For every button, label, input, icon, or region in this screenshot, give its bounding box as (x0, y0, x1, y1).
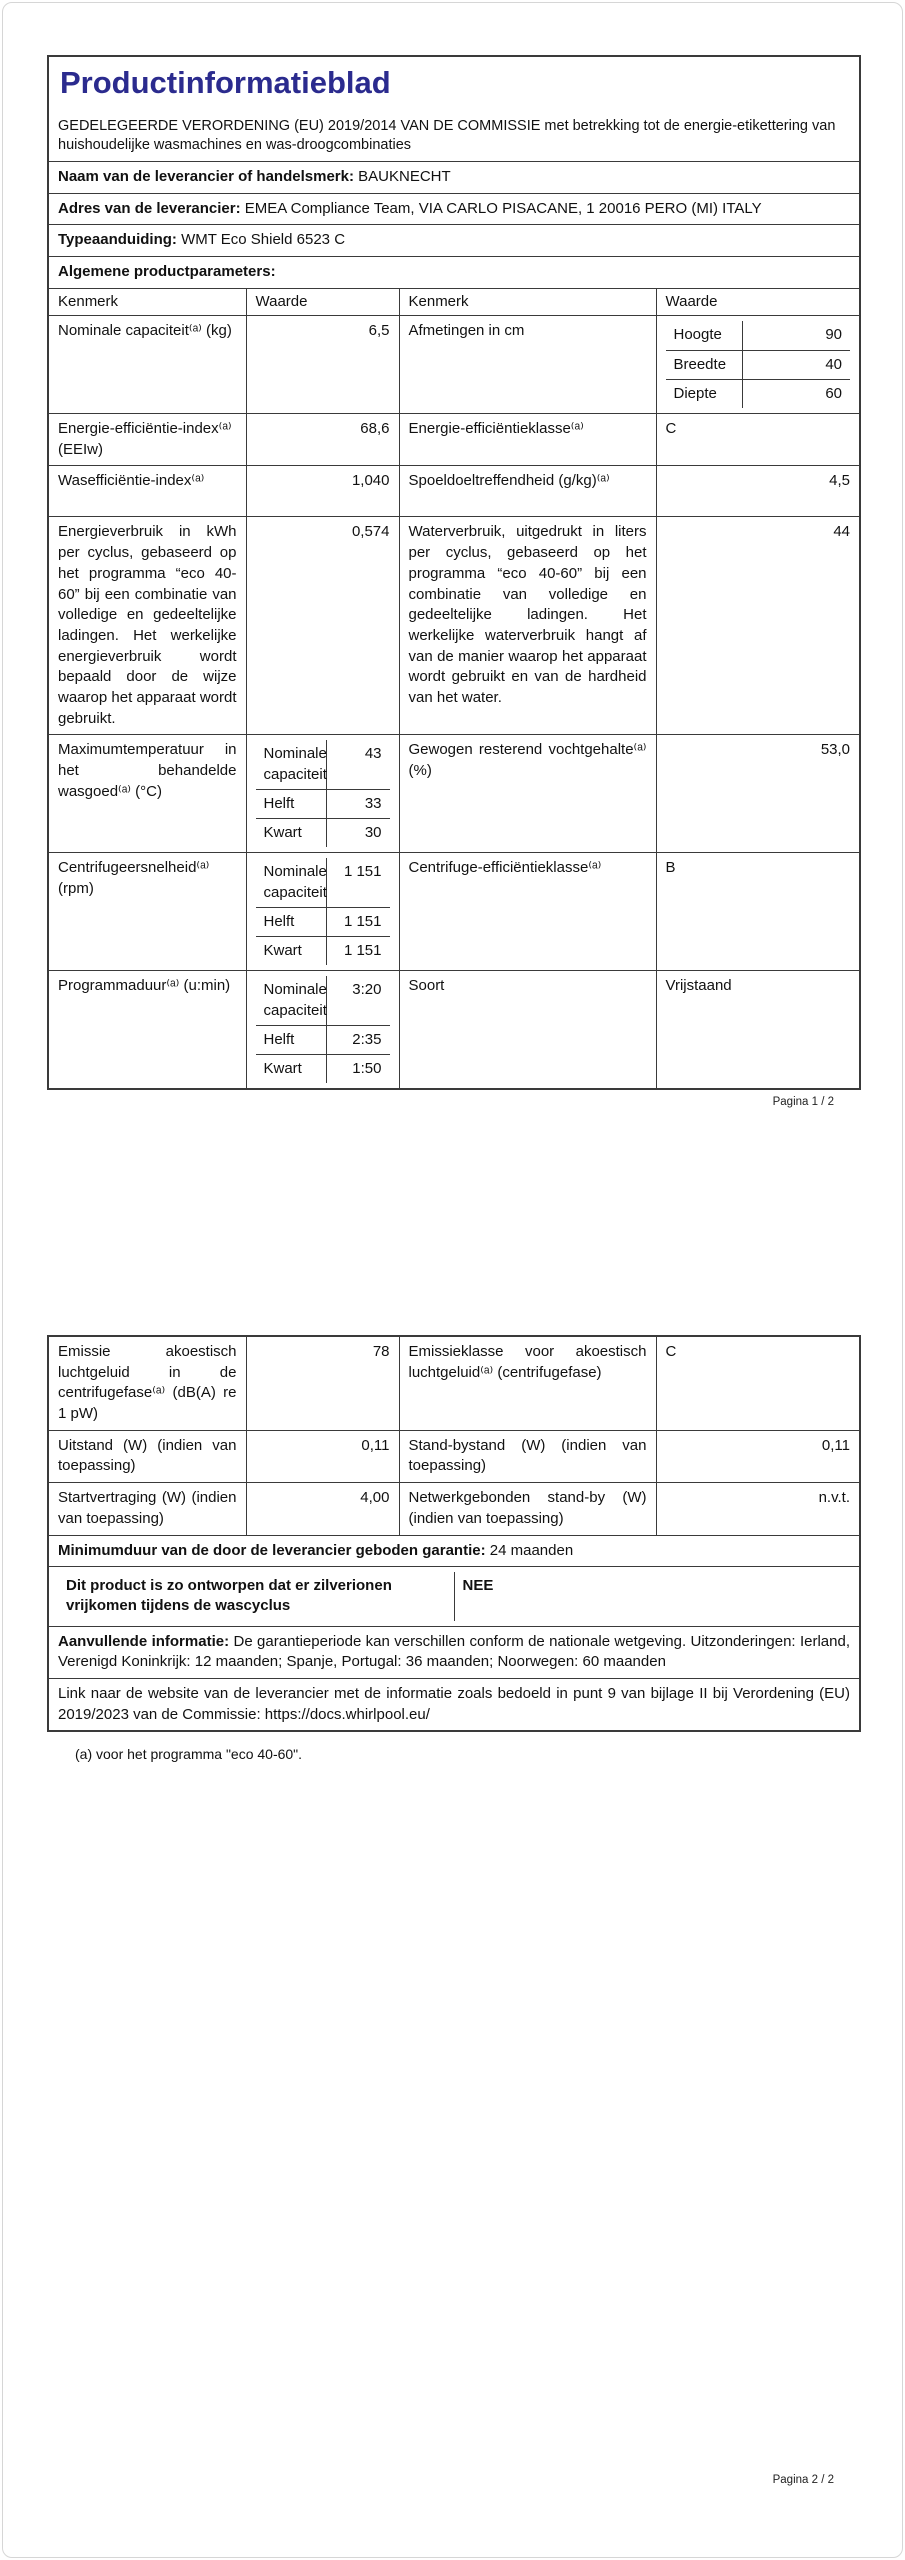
footnote: (a) voor het programma "eco 40-60". (75, 1746, 303, 1763)
page-number-1: Pagina 1 / 2 (772, 1096, 834, 1109)
param-value: n.v.t. (656, 1483, 860, 1535)
model-label: Typeaanduiding: (58, 231, 177, 249)
sub-value: 2:35 (327, 1025, 390, 1054)
param-value: 4,5 (656, 466, 860, 517)
supplier-name-value: BAUKNECHT (358, 167, 451, 185)
param-label: Uitstand (W) (indien van toepassing) (48, 1430, 246, 1482)
param-label: Centrifuge-efficiëntieklasse⁽ᵃ⁾ (399, 853, 656, 971)
param-value: 68,6 (246, 414, 399, 466)
supplier-address-label: Adres van de leverancier: (58, 199, 241, 217)
sub-row-nominale (256, 740, 390, 789)
silver-ions-value: NEE (454, 1572, 850, 1621)
column-header-row (48, 288, 860, 316)
sub-value: 1 151 (327, 937, 390, 966)
table-row-programmaduur (48, 971, 860, 1090)
sub-value: 3:20 (327, 976, 390, 1025)
sub-value: 1 151 (327, 907, 390, 936)
param-label: Spoeldoeltreffendheid (g/kg)⁽ᵃ⁾ (399, 466, 656, 517)
sub-row-nominale (256, 976, 390, 1025)
sub-label: Kwart (256, 1055, 327, 1084)
sub-row-helft (256, 789, 390, 818)
sub-row-helft (256, 1025, 390, 1054)
table-row-energieverbruik (48, 517, 860, 735)
sub-label: Nominale capaciteit (263, 981, 327, 1019)
supplier-website-link[interactable]: https://docs.whirlpool.eu/ (264, 1705, 430, 1723)
sub-value: 1 151 (327, 858, 390, 907)
param-value: 78 (246, 1336, 399, 1430)
sub-label: Hoogte (673, 326, 722, 344)
silver-ions-subtable (58, 1572, 850, 1621)
col-header-kenmerk-right: Kenmerk (399, 288, 656, 316)
param-value: 0,11 (656, 1430, 860, 1482)
sub-row-kwart (256, 1055, 390, 1084)
param-label: Gewogen resterend vochtgehalte⁽ᵃ⁾ (%) (399, 735, 656, 853)
silver-ions-label: Dit product is zo ontworpen dat er zilverionen vrijkomen tijdens de wascyclus (66, 1577, 392, 1615)
additional-info-text: De garantieperiode kan verschillen conform de nationale wetgeving. Uitzonderingen: Ierland, Verenigd Koninkrijk: 12 maanden; Spanje, Portugal: 36 maanden; Noorwegen: 60 maanden (58, 1632, 851, 1671)
sub-label: Nominale capaciteit (263, 863, 327, 901)
sub-value: 60 (743, 379, 850, 408)
param-value: 53,0 (656, 735, 860, 853)
param-value: 6,5 (246, 316, 399, 414)
sheet-page-1 (47, 55, 859, 1108)
sub-row-diepte (666, 379, 851, 408)
sub-row-helft (256, 907, 390, 936)
supplier-address-row (48, 193, 860, 225)
table-row-uitstand (48, 1430, 860, 1482)
col-header-kenmerk-left: Kenmerk (48, 288, 246, 316)
param-value: C (656, 414, 860, 466)
param-value: Vrijstaand (656, 971, 860, 1090)
page-title: Productinformatieblad (60, 65, 391, 100)
sub-row-kwart (256, 937, 390, 966)
sub-label: Helft (256, 1025, 327, 1054)
table-row-link (48, 1679, 860, 1732)
param-value: 0,11 (246, 1430, 399, 1482)
section-label: Algemene productparameters: (58, 262, 276, 280)
sub-value: 90 (743, 321, 850, 350)
param-label: Stand-bystand (W) (indien van toepassing) (399, 1430, 656, 1482)
table-row-maximumtemperatuur (48, 735, 860, 853)
title-row (48, 56, 860, 161)
sub-label: Helft (256, 907, 327, 936)
table-row-aanvullende-informatie (48, 1626, 860, 1678)
param-label: Maximumtemperatuur in het behandelde wasgoed⁽ᵃ⁾ (°C) (48, 735, 246, 853)
table-row-energie-index (48, 414, 860, 466)
param-label: Startvertraging (W) (indien van toepassing) (48, 1483, 246, 1535)
dimensions-subtable (666, 321, 851, 408)
param-value: 0,574 (246, 517, 399, 735)
guarantee-value: 24 maanden (489, 1541, 574, 1559)
param-label: Emissieklasse voor akoestisch luchtgeluid⁽ᵃ⁾ (centrifugefase) (399, 1336, 656, 1430)
temperature-subtable (256, 740, 390, 847)
page-number-2: Pagina 2 / 2 (772, 2474, 834, 2486)
sub-value: 40 (743, 350, 850, 379)
sub-label: Kwart (256, 937, 327, 966)
param-value: C (656, 1336, 860, 1430)
param-label: Energieverbruik in kWh per cyclus, gebaseerd op het programma “eco 40-60” bij een combinatie van volledige en gedeeltelijke ladingen. Het werkelijke energieverbruik wordt bepaald door de wijze waarop het apparaat wordt gebruikt. (48, 517, 246, 735)
table-row-wasefficientie (48, 466, 860, 517)
param-value: B (656, 853, 860, 971)
sub-value: 43 (327, 740, 390, 789)
table-row-garantie (48, 1535, 860, 1567)
param-label: Nominale capaciteit⁽ᵃ⁾ (kg) (48, 316, 246, 414)
model-value: WMT Eco Shield 6523 C (181, 231, 346, 249)
param-value: 44 (656, 517, 860, 735)
sub-label: Kwart (256, 819, 327, 848)
sub-row-kwart (256, 819, 390, 848)
table-row-centrifugeersnelheid (48, 853, 860, 971)
table-row-zilverionen (48, 1567, 860, 1627)
product-fiche-table-page1 (47, 55, 861, 1090)
supplier-name-row (48, 161, 860, 193)
param-label: Energie-efficiëntie-index⁽ᵃ⁾ (EEIw) (48, 414, 246, 466)
spin-speed-subtable (256, 858, 390, 965)
table-row-nominale-capaciteit (48, 316, 860, 414)
supplier-address-value: EMEA Compliance Team, VIA CARLO PISACANE, 1 20016 PERO (MI) ITALY (244, 199, 762, 217)
regulation-text: GEDELEGEERDE VERORDENING (EU) 2019/2014 VAN DE COMMISSIE met betrekking tot de energie-etikettering van huishoudelijke wasmachines en was-droogcombinaties (58, 117, 836, 154)
sub-value: 30 (327, 819, 390, 848)
product-fiche-table-page2 (47, 1335, 861, 1732)
param-label: Programmaduur⁽ᵃ⁾ (u:min) (48, 971, 246, 1090)
param-label: Soort (399, 971, 656, 1090)
guarantee-label: Minimumduur van de door de leverancier geboden garantie: (58, 1541, 486, 1559)
sub-label: Helft (256, 789, 327, 818)
model-row (48, 225, 860, 257)
additional-info-label: Aanvullende informatie: (58, 1632, 230, 1650)
sub-value: 1:50 (327, 1055, 390, 1084)
section-row (48, 256, 860, 288)
supplier-name-label: Naam van de leverancier of handelsmerk: (58, 167, 354, 185)
param-value: 4,00 (246, 1483, 399, 1535)
sub-row-hoogte (666, 321, 851, 350)
param-label: Energie-efficiëntieklasse⁽ᵃ⁾ (399, 414, 656, 466)
param-value: 1,040 (246, 466, 399, 517)
table-row-emissie (48, 1336, 860, 1430)
sub-value: 33 (327, 789, 390, 818)
param-label: Waterverbruik, uitgedrukt in liters per cyclus, gebaseerd op het programma “eco 40-60” bij een combinatie van volledige en gedeeltelijke ladingen. Het werkelijke waterverbruik hangt af van de manier waarop het apparaat wordt gebruikt en van de hardheid van het water. (399, 517, 656, 735)
param-label: Emissie akoestisch luchtgeluid in de centrifugefase⁽ᵃ⁾ (dB(A) re 1 pW) (48, 1336, 246, 1430)
link-label: Link naar de website van de leverancier met de informatie zoals bedoeld in punt 9 van bijlage II bij Verordening (EU) 2019/2023 van de Commissie: (58, 1685, 850, 1723)
sub-row-breedte (666, 350, 851, 379)
param-label: Wasefficiëntie-index⁽ᵃ⁾ (48, 466, 246, 517)
sub-label: Breedte (666, 350, 743, 379)
table-row-startvertraging (48, 1483, 860, 1535)
param-label: Centrifugeersnelheid⁽ᵃ⁾ (rpm) (48, 853, 246, 971)
sheet-page-2 (47, 1335, 859, 1762)
param-label: Afmetingen in cm (399, 316, 656, 414)
col-header-waarde-left: Waarde (246, 288, 399, 316)
sub-label: Nominale capaciteit (263, 745, 327, 783)
sub-row-nominale (256, 858, 390, 907)
sub-label: Diepte (666, 379, 743, 408)
duration-subtable (256, 976, 390, 1083)
param-label: Netwerkgebonden stand-by (W) (indien van toepassing) (399, 1483, 656, 1535)
col-header-waarde-right: Waarde (656, 288, 860, 316)
